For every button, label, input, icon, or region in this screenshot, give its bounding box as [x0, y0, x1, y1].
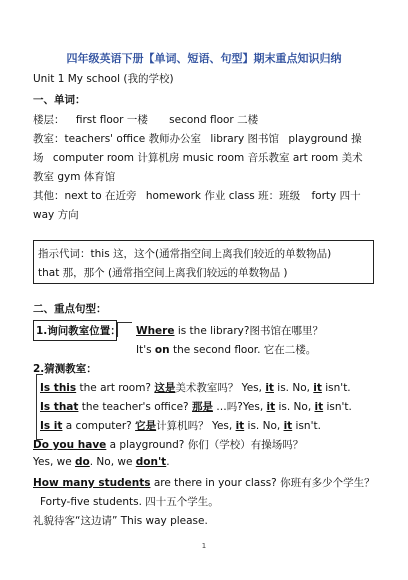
sentence-text: . No, we [89, 456, 136, 468]
keyword: do [75, 456, 90, 468]
unit-title: Unit 1 My school [33, 73, 121, 85]
other-row-2 [33, 207, 79, 222]
q1-label: 1.询问教室位置： [36, 325, 121, 337]
keyword: Is that [40, 401, 79, 413]
keyword: don't [135, 456, 167, 468]
guess-row-6 [33, 475, 375, 490]
word-cn: 在近旁 [104, 190, 137, 202]
sentence-text: …吗?Yes, [212, 401, 267, 413]
arrow-icon [117, 322, 132, 337]
sentence-text: isn't. [292, 420, 321, 432]
other-row-1 [33, 188, 361, 203]
word: teachers' office [64, 133, 146, 145]
keyword: it [265, 382, 274, 394]
sentence-text: is. No, [273, 382, 314, 394]
sentence-text: is the library?图书馆在哪里？ [174, 325, 323, 337]
word: second floor [169, 114, 234, 126]
word: forty [311, 190, 337, 202]
word: library [210, 133, 245, 145]
keyword: it [283, 420, 293, 432]
sentence-text: a playground? 你们（学校）有操场吗？ [106, 439, 304, 451]
document-title: 四年级英语下册【单词、短语、句型】期末重点知识归纳 [66, 52, 342, 65]
word: way [33, 209, 55, 221]
word-cn: 教师办公室 [148, 133, 202, 145]
guess-row-5 [33, 456, 170, 468]
rooms-label: 教室： [33, 133, 65, 145]
q1-sentence [136, 323, 323, 338]
keyword: it [235, 420, 245, 432]
keyword: 它是 [135, 420, 157, 432]
unit-title-cn: (我的学校) [123, 73, 174, 85]
guess-row-1 [40, 380, 351, 395]
sentence-text: a computer? [62, 420, 136, 432]
rooms-row-1 [33, 131, 362, 146]
box-line-1: 指示代词：this 这，这个(通常指空间上离我们较近的单数物品) [38, 248, 332, 260]
guess-row-3 [40, 418, 321, 433]
sentence-text: isn't. [323, 401, 352, 413]
section-sentences-heading: 二、重点句型： [33, 303, 107, 315]
guess-row-2 [40, 399, 352, 414]
word-cn: 一楼 [126, 114, 148, 126]
word: first floor [75, 114, 124, 126]
keyword: Where [136, 325, 175, 337]
polite-expression: 礼貌待客“这边请” This way please. [33, 515, 208, 527]
word: art room [292, 152, 339, 164]
word: next to [64, 190, 102, 202]
floors-label: 楼层： [33, 114, 65, 126]
word-cn: 教室 [33, 171, 54, 183]
sentence-text: are there in your class? 你班有多少个学生？ [150, 477, 375, 489]
sentence-text: isn't. [321, 382, 351, 394]
word-cn: 场 [33, 152, 44, 164]
rooms-row-3 [33, 169, 115, 184]
word-cn: 美术 [341, 152, 363, 164]
keyword: it [313, 382, 322, 394]
q2-label: 2.猜测教室： [33, 363, 97, 375]
word-cn: 操 [351, 133, 362, 145]
word-cn: 音乐教室 [247, 152, 290, 164]
sentence-text: 计算机吗？ Yes, [156, 420, 236, 432]
word-cn: 计算机房 [137, 152, 180, 164]
word-cn: 方向 [57, 209, 79, 221]
word-cn: 图书馆 [247, 133, 280, 145]
sentence-text: the art room? [76, 382, 155, 394]
word: computer room [52, 152, 134, 164]
word: homework [145, 190, 202, 202]
word-cn: 四十 [339, 190, 361, 202]
keyword: 这是 [154, 382, 176, 394]
guess-row-4 [33, 437, 303, 452]
page-number: 1 [201, 542, 207, 550]
keyword: it [266, 401, 276, 413]
keyword: it [314, 401, 324, 413]
word-cn: 作业 [204, 190, 226, 202]
sentence-text: is. No, [275, 401, 315, 413]
word: playground [288, 133, 348, 145]
sentence-text: the teacher's office? [78, 401, 192, 413]
keyword: 那是 [191, 401, 213, 413]
sentence-text: . [166, 456, 170, 468]
section-words-heading: 一、单词： [33, 94, 86, 106]
other-label: 其他： [33, 190, 65, 202]
sentence-text: It's [136, 344, 155, 356]
word: gym [57, 171, 81, 183]
word: class [228, 190, 255, 202]
floors-row [33, 112, 258, 127]
sentence-text: Yes, we [33, 456, 76, 468]
word-cn: 二楼 [237, 114, 259, 126]
keyword: Do you have [33, 439, 107, 451]
guess-row-7: Forty-five students. 四十五个学生。 [40, 496, 219, 508]
keyword: Is this [40, 382, 77, 394]
sentence-text: 美术教室吗？ Yes, [175, 382, 266, 394]
unit-heading [33, 71, 174, 86]
keyword: How many students [33, 477, 151, 489]
word: music room [182, 152, 245, 164]
word-cn: 班：班级 [258, 190, 301, 202]
rooms-row-2 [33, 150, 363, 165]
keyword: Is it [40, 420, 63, 432]
sentence-text: the second floor. 它在二楼。 [169, 344, 317, 356]
box-line-2: that 那，那个 (通常指空间上离我们较远的单数物品 ) [38, 267, 288, 279]
sentence-text: is. No, [244, 420, 284, 432]
word-cn: 体育馆 [83, 171, 116, 183]
keyword: on [154, 344, 170, 356]
a1-sentence [136, 342, 316, 357]
